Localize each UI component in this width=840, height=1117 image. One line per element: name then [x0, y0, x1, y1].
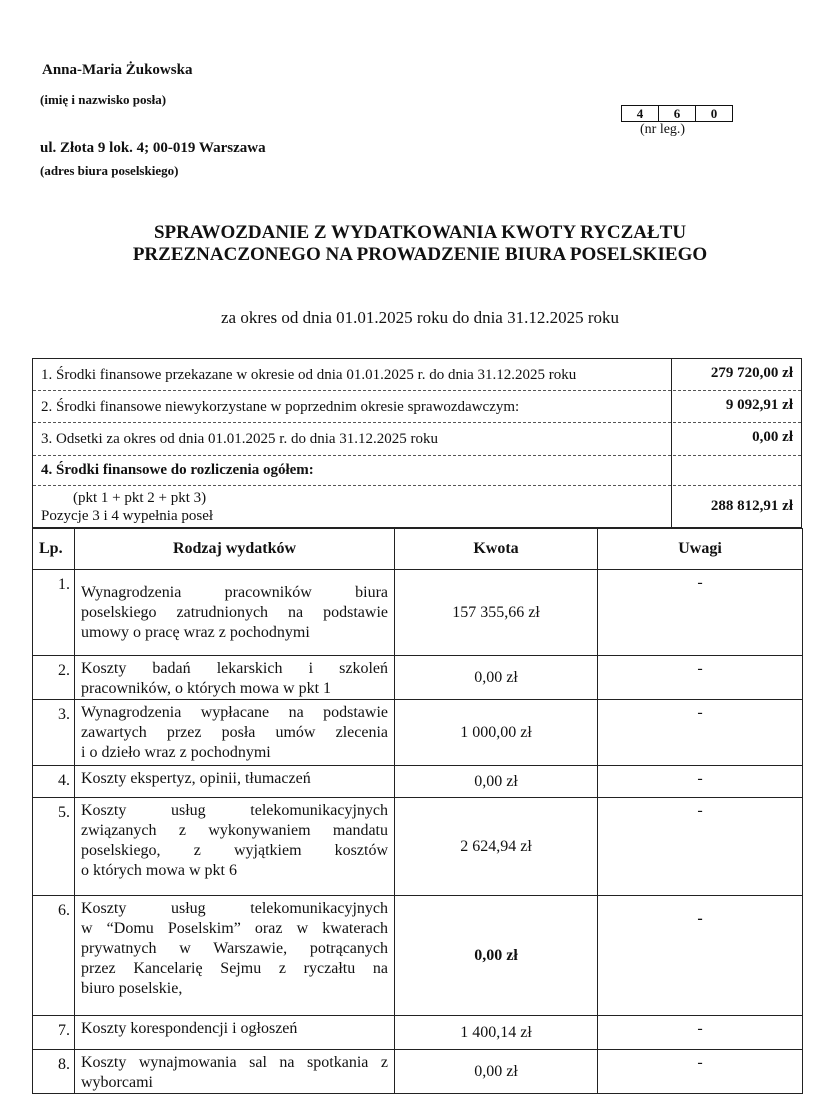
desc-line: związanych z wykonywaniem mandatu: [81, 822, 388, 839]
table-row: [33, 570, 803, 656]
row-note: -: [598, 570, 803, 656]
desc-line: prywatnych w Warszawie, potrącanych: [81, 940, 388, 957]
summary-label: 1. Środki finansowe przekazane w okresie od dnia 01.01.2025 r. do dnia 31.12.2025 roku: [41, 367, 577, 383]
row-description: [75, 700, 395, 766]
summary-label: 4. Środki finansowe do rozliczenia ogółem:: [41, 462, 314, 478]
summary-value: 279 720,00 zł: [710, 365, 793, 381]
funds-summary: [32, 358, 802, 528]
summary-row: [33, 359, 801, 391]
desc-line: Wynagrodzenia wypłacane na podstawie: [81, 704, 388, 721]
row-description: [75, 1016, 395, 1050]
table-row: [33, 766, 803, 798]
table-row: [33, 798, 803, 896]
mp-name-caption: (imię i nazwisko posła): [40, 92, 167, 107]
summary-row: [33, 391, 801, 423]
row-note: -: [598, 766, 803, 798]
desc-line: zawartych przez posła umów zlecenia: [81, 724, 388, 741]
desc-line: Koszty badań lekarskich i szkoleń: [81, 660, 388, 677]
legislative-number-boxes: [622, 105, 733, 122]
summary-row: [33, 423, 801, 456]
report-title-line-1: SPRAWOZDANIE Z WYDATKOWANIA KWOTY RYCZAŁTU: [153, 222, 687, 243]
summary-label: 2. Środki finansowe niewykorzystane w poprzednim okresie sprawozdawczym:: [41, 399, 520, 415]
summary-value: 9 092,91 zł: [725, 397, 793, 413]
desc-line: Koszty ekspertyz, opinii, tłumaczeń: [81, 770, 311, 787]
summary-value: 0,00 zł: [752, 429, 793, 445]
total-formula: (pkt 1 + pkt 2 + pkt 3): [73, 490, 207, 506]
row-amount: 0,00 zł: [395, 896, 598, 1016]
desc-line: poselskiego, z wyjątkiem kosztów: [81, 842, 388, 859]
office-address: ul. Złota 9 lok. 4; 00-019 Warszawa: [40, 140, 266, 156]
row-number: 2.: [33, 656, 75, 700]
header-type: Rodzaj wydatków: [75, 529, 395, 570]
desc-line: i o dzieło wraz z pochodnymi: [81, 744, 271, 761]
table-row: [33, 896, 803, 1016]
row-number: 5.: [33, 798, 75, 896]
nr-leg-digit: 6: [658, 105, 696, 122]
report-period: za okres od dnia 01.01.2025 roku do dnia 31.12.2025 roku: [220, 308, 620, 327]
table-header-row: [33, 529, 803, 570]
row-description: [75, 656, 395, 700]
total-value: 288 812,91 zł: [710, 498, 793, 514]
row-amount: 1 400,14 zł: [395, 1016, 598, 1050]
summary-label: 3. Odsetki za okres od dnia 01.01.2025 r. do dnia 31.12.2025 roku: [41, 431, 439, 447]
row-note: -: [598, 896, 803, 1016]
desc-line: Koszty usług telekomunikacyjnych: [81, 900, 388, 917]
header-amount: Kwota: [395, 529, 598, 570]
nr-leg-digit: 4: [621, 105, 659, 122]
desc-line: umowy o pracę wraz z pochodnymi: [81, 624, 310, 641]
row-note: -: [598, 1050, 803, 1094]
row-number: 4.: [33, 766, 75, 798]
row-amount: 0,00 zł: [395, 1050, 598, 1094]
row-note: -: [598, 798, 803, 896]
row-number: 1.: [33, 570, 75, 656]
desc-line: o których mowa w pkt 6: [81, 862, 237, 879]
desc-line: Wynagrodzenia pracowników biura: [81, 584, 388, 601]
table-row: [33, 700, 803, 766]
summary-total-row: [33, 486, 801, 528]
row-amount: 0,00 zł: [395, 656, 598, 700]
desc-line: Koszty wynajmowania sal na spotkania z: [81, 1054, 388, 1071]
row-description: [75, 766, 395, 798]
mp-name: Anna-Maria Żukowska: [42, 62, 193, 78]
desc-line: Koszty korespondencji i ogłoszeń: [81, 1020, 298, 1037]
row-number: 3.: [33, 700, 75, 766]
row-number: 8.: [33, 1050, 75, 1094]
desc-line: wyborcami: [81, 1074, 153, 1091]
office-address-caption: (adres biura poselskiego): [40, 163, 179, 178]
desc-line: pracowników, o których mowa w pkt 1: [81, 680, 332, 697]
row-note: -: [598, 656, 803, 700]
desc-line: przez Kancelarię Sejmu z ryczałtu na: [81, 960, 388, 977]
row-note: -: [598, 1016, 803, 1050]
row-amount: 2 624,94 zł: [395, 798, 598, 896]
nr-leg-digit: 0: [695, 105, 733, 122]
table-row: [33, 656, 803, 700]
row-description: [75, 896, 395, 1016]
header-lp: Lp.: [33, 529, 75, 570]
nr-leg-caption: (nr leg.): [640, 122, 686, 137]
table-row: [33, 1050, 803, 1094]
row-amount: 157 355,66 zł: [395, 570, 598, 656]
row-number: 7.: [33, 1016, 75, 1050]
table-row: [33, 1016, 803, 1050]
row-note: -: [598, 700, 803, 766]
header-notes: Uwagi: [598, 529, 803, 570]
desc-line: w “Domu Poselskim” oraz w kwaterach: [81, 920, 388, 937]
report-title-line-2: PRZEZNACZONEGO NA PROWADZENIE BIURA POSELSKIEGO: [132, 244, 708, 265]
desc-line: poselskiego zatrudnionych na podstawie: [81, 604, 388, 621]
summary-row: [33, 456, 801, 486]
expenses-table: [32, 528, 803, 1094]
desc-line: Koszty usług telekomunikacyjnych: [81, 802, 388, 819]
desc-line: biuro poselskie,: [81, 980, 183, 997]
row-number: 6.: [33, 896, 75, 1016]
row-description: [75, 798, 395, 896]
row-description: [75, 570, 395, 656]
row-amount: 1 000,00 zł: [395, 700, 598, 766]
row-amount: 0,00 zł: [395, 766, 598, 798]
row-description: [75, 1050, 395, 1094]
total-note: Pozycje 3 i 4 wypełnia poseł: [41, 508, 214, 524]
